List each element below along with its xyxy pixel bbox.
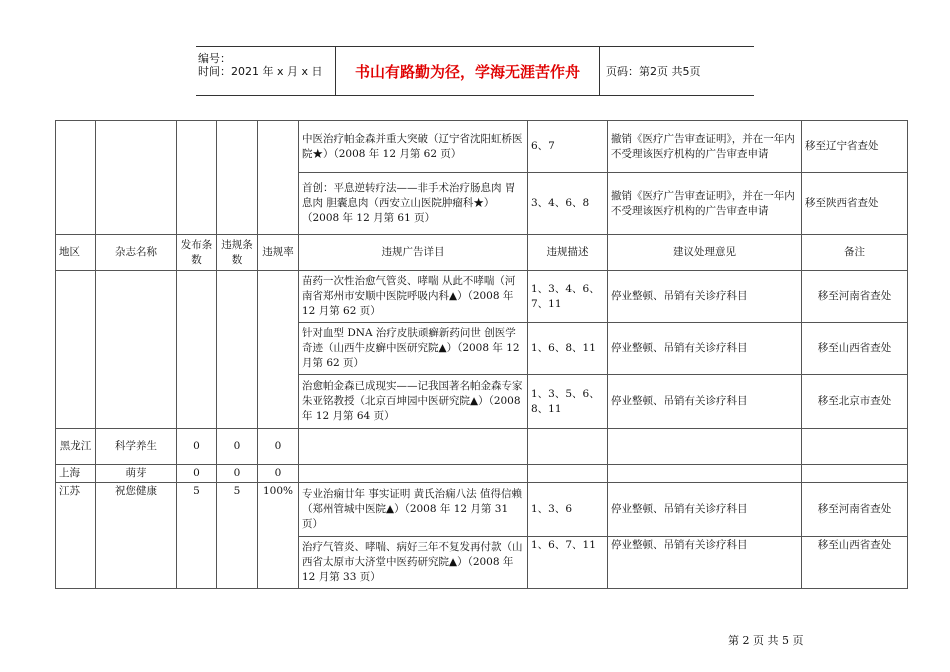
violations-cell: 0	[217, 429, 258, 465]
empty-cell	[299, 429, 528, 465]
col-header-rate: 违规率	[258, 235, 299, 271]
table-row-jiangsu	[56, 483, 908, 537]
page-footer: 第 2 页 共 5 页	[728, 634, 804, 647]
header-page-label: 页码：第2页 共5页	[606, 65, 701, 78]
advice: 撤销《医疗广告审查证明》，并在一年内不受理该医疗机构的广告审查申请	[608, 173, 802, 235]
advice: 撤销《医疗广告审查证明》，并在一年内不受理该医疗机构的广告审查申请	[608, 121, 802, 173]
ad-detail: 苗药一次性治愈气管炎、哮喘 从此不哮喘（河南省郑州市安顺中医院呼吸内科▲）（2008 年 12 月第 62 页）	[299, 271, 528, 323]
empty-cell	[528, 465, 608, 483]
col-header-note: 备注	[802, 235, 908, 271]
empty-cell	[258, 121, 299, 235]
advice: 停业整顿、吊销有关诊疗科目	[608, 271, 802, 323]
violation-desc: 1、6、8、11	[528, 323, 608, 375]
col-header-advice: 建议处理意见	[608, 235, 802, 271]
region-cell: 黑龙江	[56, 429, 96, 465]
note: 移至辽宁省查处	[802, 121, 908, 173]
rate-cell: 0	[258, 429, 299, 465]
number-label: 编号：	[198, 52, 231, 65]
note: 移至山西省查处	[802, 323, 908, 375]
empty-cell	[608, 465, 802, 483]
ad-detail: 针对血型 DNA 治疗皮肤顽癣新药问世 创医学奇迹（山西牛皮癣中医研究院▲）（2008 年 12 月第 62 页）	[299, 323, 528, 375]
note: 移至北京市查处	[802, 375, 908, 429]
header-meta	[196, 47, 336, 95]
empty-cell	[56, 271, 96, 429]
empty-cell	[56, 121, 96, 235]
empty-cell	[177, 271, 217, 429]
col-header-region: 地区	[56, 235, 96, 271]
col-header-violations: 违规条数	[217, 235, 258, 271]
published-cell: 5	[177, 483, 217, 589]
published-cell: 0	[177, 429, 217, 465]
region-cell: 上海	[56, 465, 96, 483]
empty-cell	[217, 121, 258, 235]
region-cell: 江苏	[56, 483, 96, 589]
advice: 停业整顿、吊销有关诊疗科目	[608, 375, 802, 429]
advice: 停业整顿、吊销有关诊疗科目	[608, 537, 802, 589]
magazine-cell: 科学养生	[96, 429, 177, 465]
col-header-detail: 违规广告详目	[299, 235, 528, 271]
empty-cell	[299, 465, 528, 483]
table-header-row	[56, 235, 908, 271]
page-header	[196, 46, 754, 96]
empty-cell	[802, 429, 908, 465]
header-slogan: 书山有路勤为径，学海无涯苦作舟	[336, 47, 600, 95]
table-row	[56, 271, 908, 323]
empty-cell	[528, 429, 608, 465]
violation-desc: 3、4、6、8	[528, 173, 608, 235]
violation-desc: 1、6、7、11	[528, 537, 608, 589]
violations-cell: 5	[217, 483, 258, 589]
ad-detail: 首创：平息逆转疗法——非手术治疗肠息肉 胃息肉 胆囊息肉（西安立山医院肿瘤科★）（2008 年 12 月第 61 页）	[299, 173, 528, 235]
note: 移至河南省查处	[802, 483, 908, 537]
empty-cell	[177, 121, 217, 235]
ad-detail: 中医治疗帕金森并重大突破（辽宁省沈阳虹桥医院★）（2008 年 12 月第 62 页）	[299, 121, 528, 173]
magazine-cell: 萌芽	[96, 465, 177, 483]
rate-cell: 0	[258, 465, 299, 483]
note: 移至山西省查处	[802, 537, 908, 589]
col-header-published: 发布条数	[177, 235, 217, 271]
ad-detail: 专业治痫廿年 事实证明 黄氏治痫八法 值得信赖（郑州管城中医院▲）（2008 年 12 月第 31 页）	[299, 483, 528, 537]
rate-cell: 100%	[258, 483, 299, 589]
violation-desc: 1、3、5、6、8、11	[528, 375, 608, 429]
col-header-magazine: 杂志名称	[96, 235, 177, 271]
advice: 停业整顿、吊销有关诊疗科目	[608, 323, 802, 375]
advice: 停业整顿、吊销有关诊疗科目	[608, 483, 802, 537]
violation-desc: 6、7	[528, 121, 608, 173]
ad-detail: 治疗气管炎、哮喘、病好三年不复发再付款（山西省太原市大济堂中医药研究院▲）（2008 年 12 月第 33 页）	[299, 537, 528, 589]
table-row-heilongjiang	[56, 429, 908, 465]
published-cell: 0	[177, 465, 217, 483]
time-label: 时间：2021 年 x 月 x 日	[198, 65, 323, 78]
empty-cell	[96, 271, 177, 429]
col-header-desc: 违规描述	[528, 235, 608, 271]
table-row	[56, 121, 908, 173]
empty-cell	[96, 121, 177, 235]
violations-cell: 0	[217, 465, 258, 483]
magazine-cell: 祝您健康	[96, 483, 177, 589]
note: 移至河南省查处	[802, 271, 908, 323]
empty-cell	[258, 271, 299, 429]
empty-cell	[217, 271, 258, 429]
note: 移至陕西省查处	[802, 173, 908, 235]
table-row-shanghai	[56, 465, 908, 483]
ad-detail: 治愈帕金森已成现实——记我国著名帕金森专家朱亚铭教授（北京百坤园中医研究院▲）（2008 年 12 月第 64 页）	[299, 375, 528, 429]
violation-desc: 1、3、4、6、7、11	[528, 271, 608, 323]
empty-cell	[802, 465, 908, 483]
violation-desc: 1、3、6	[528, 483, 608, 537]
violation-table	[55, 120, 908, 589]
empty-cell	[608, 429, 802, 465]
